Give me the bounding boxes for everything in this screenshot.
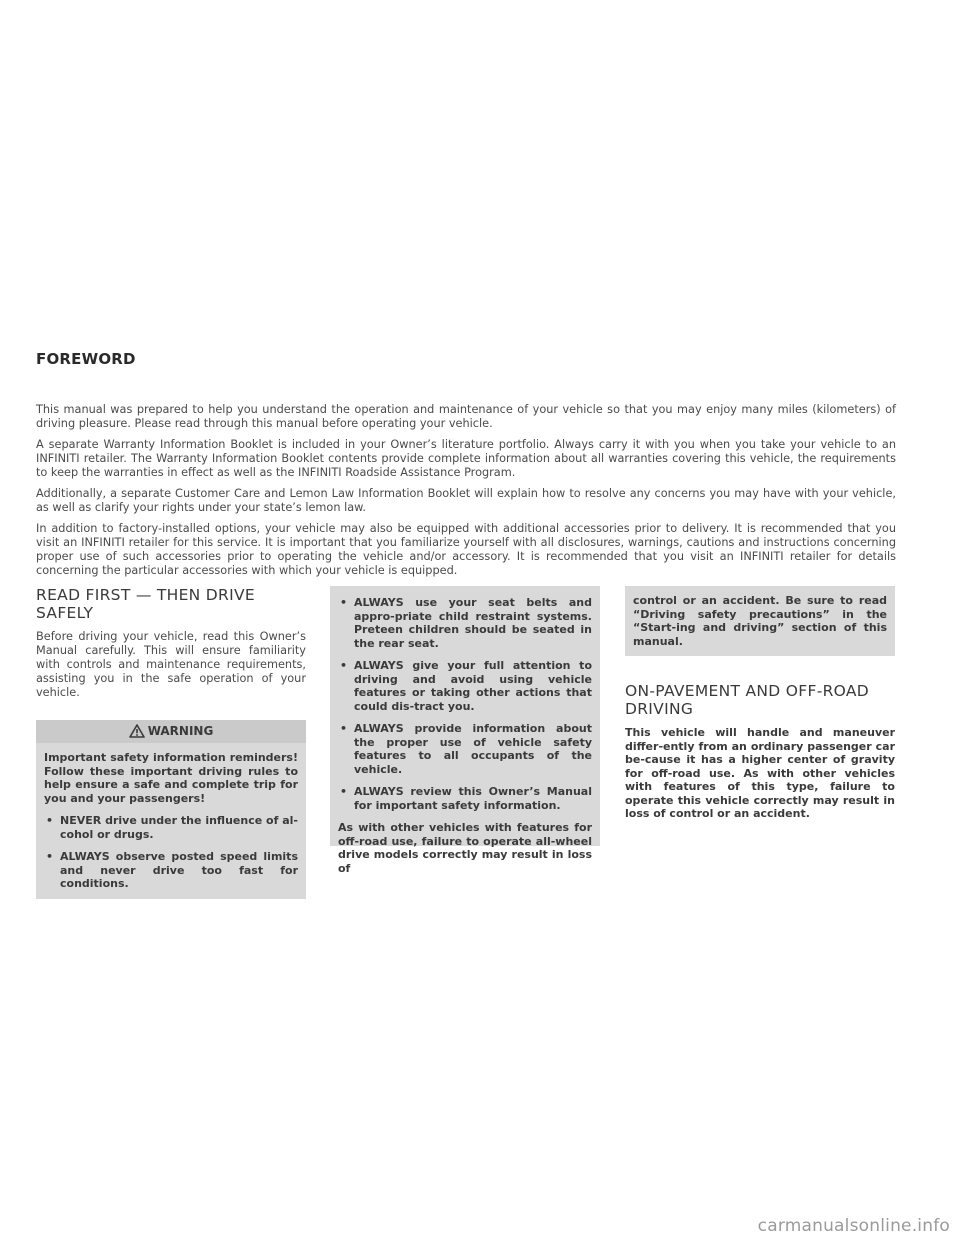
intro-paragraph: This manual was prepared to help you understand the operation and maintenance of your vehicle so that you may enjoy many miles (kilometers) of driving pleasure. Please read through this manual before operating your vehicle. <box>36 403 896 430</box>
warning-bullet <box>338 596 592 650</box>
bullet-symbol: • <box>46 814 54 827</box>
warning-bullet <box>44 814 298 841</box>
intro-paragraph: Additionally, a separate Customer Care and Lemon Law Information Booklet will explain how to resolve any concerns you may have with your vehicle, as well as clarify your rights under your state’s lemon law. <box>36 487 896 514</box>
read-first-heading-line1: READ FIRST — THEN DRIVE <box>36 586 255 604</box>
bullet-text: ALWAYS provide information about the proper use of vehicle safety features to all occupants of the vehicle. <box>354 722 592 776</box>
on-pavement-heading-line2: DRIVING <box>625 700 694 718</box>
bullet-symbol: • <box>340 785 348 798</box>
on-pavement-body: This vehicle will handle and maneuver differ-ently from an ordinary passenger car be-cause it has a higher center of gravity for off-road use. As with other vehicles with features of this type, failure to operate this vehicle correctly may result in loss of control or an accident. <box>625 726 895 820</box>
column-right <box>625 586 895 821</box>
warning-closing-end: control or an accident. Be sure to read “Driving safety precautions” in the “Start-ing and driving” section of this manual. <box>633 594 887 648</box>
read-first-heading <box>36 586 306 622</box>
warning-closing: As with other vehicles with features for off-road use, failure to operate all-wheel drive models correctly may result in loss of <box>338 821 592 875</box>
watermark: carmanualsonline.info <box>757 1216 950 1236</box>
warning-box-continued <box>330 586 600 875</box>
column-middle <box>330 586 600 875</box>
on-pavement-heading <box>625 682 895 718</box>
warning-bullet <box>338 722 592 776</box>
bullet-text: NEVER drive under the influence of al-cohol or drugs. <box>60 814 298 841</box>
warning-box <box>36 720 306 899</box>
foreword-intro <box>36 403 896 585</box>
read-first-heading-line2: SAFELY <box>36 604 94 622</box>
bullet-text: ALWAYS observe posted speed limits and never drive too fast for conditions. <box>60 850 298 890</box>
bullet-symbol: • <box>340 659 348 672</box>
warning-label: WARNING <box>147 724 214 738</box>
bullet-symbol: • <box>340 722 348 735</box>
warning-body <box>36 743 306 899</box>
bullet-text: ALWAYS give your full attention to driving and avoid using vehicle features or taking other actions that could dis-tract you. <box>354 659 592 713</box>
warning-header <box>36 720 306 743</box>
on-pavement-heading-line1: ON-PAVEMENT AND OFF-ROAD <box>625 682 870 700</box>
column-left <box>36 586 306 899</box>
bullet-symbol: • <box>46 850 54 863</box>
warning-triangle-icon <box>129 724 145 738</box>
warning-intro: Important safety information reminders! Follow these important driving rules to help ensure a safe and complete trip for you and your passengers! <box>44 751 298 805</box>
intro-paragraph: A separate Warranty Information Booklet is included in your Owner’s literature portfolio. Always carry it with you when you take your vehicle to an INFINITI retailer. The Warranty Information Booklet contents provide complete information about all warranties covering this vehicle, the requirements to keep the warranties in effect as well as the INFINITI Roadside Assistance Program. <box>36 438 896 479</box>
bullet-symbol: • <box>340 596 348 609</box>
warning-bullet <box>338 785 592 812</box>
bullet-text: ALWAYS review this Owner’s Manual for important safety information. <box>354 785 592 812</box>
warning-bullet <box>44 850 298 891</box>
read-first-body: Before driving your vehicle, read this Owner’s Manual carefully. This will ensure familiarity with controls and maintenance requirements, assisting you in the safe operation of your vehicle. <box>36 630 306 699</box>
page-title: FOREWORD <box>36 350 136 368</box>
warning-box-end <box>625 586 895 656</box>
intro-paragraph: In addition to factory-installed options, your vehicle may also be equipped with additional accessories prior to delivery. It is recommended that you visit an INFINITI retailer for this service. It is important that you familiarize yourself with all disclosures, warnings, cautions and instructions concerning proper use of such accessories prior to operating the vehicle and/or accessory. It is recommended that you visit an INFINITI retailer for details concerning the particular accessories with which your vehicle is equipped. <box>36 522 896 577</box>
warning-bullet <box>338 659 592 713</box>
bullet-text: ALWAYS use your seat belts and appro-priate child restraint systems. Preteen children should be seated in the rear seat. <box>354 596 592 650</box>
